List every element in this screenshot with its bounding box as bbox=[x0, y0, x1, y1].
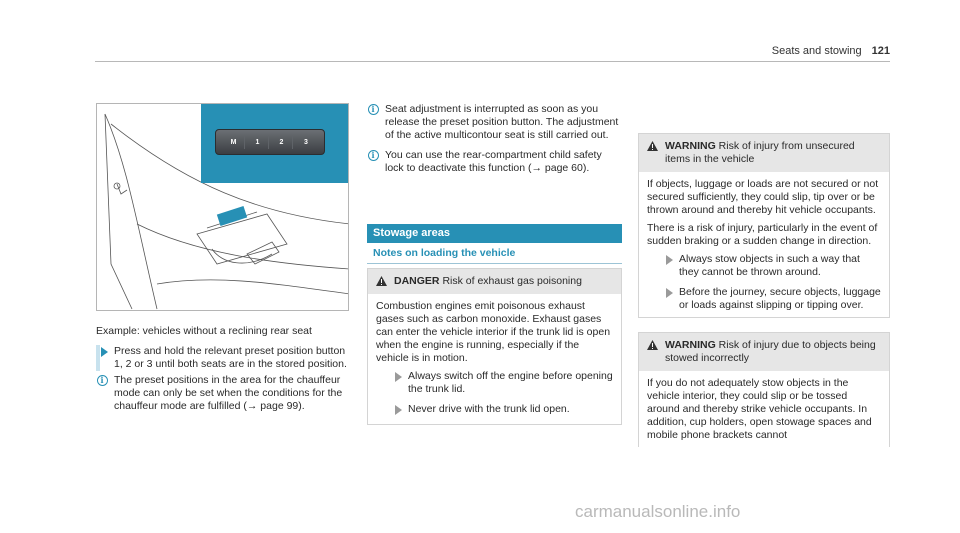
warning-triangle-icon bbox=[647, 340, 658, 350]
info-icon: i bbox=[367, 149, 379, 162]
warning-triangle-icon bbox=[376, 276, 387, 286]
page-header bbox=[772, 45, 890, 59]
keypad-inset bbox=[201, 103, 349, 183]
play-arrow-icon bbox=[663, 253, 675, 266]
warning-header bbox=[639, 333, 889, 371]
warning-body: If you do not adequately stow objects in the vehicle interior, they could slip or be tossed around and thereby strike vehicle occupants. In addition, cup holders, open stowage spaces and mobile phone brackets cannot bbox=[647, 377, 872, 441]
warning-box-incorrect-stowing bbox=[638, 332, 890, 447]
danger-box bbox=[367, 268, 622, 425]
note-text: The preset positions in the area for the chauffeur mode can only be set when the conditions for the chauffeur mode are fulfilled (→ page 99). bbox=[114, 374, 343, 412]
warning-title: Risk of injury due to objects being stowed incorrectly bbox=[665, 339, 876, 364]
play-arrow-icon bbox=[98, 345, 110, 358]
note-text: You can use the rear-compartment child safety lock to deactivate this function (→ page 60). bbox=[385, 149, 602, 174]
header-divider bbox=[95, 61, 890, 62]
memory-button-bar bbox=[215, 129, 325, 155]
step-text: Never drive with the trunk lid open. bbox=[408, 403, 570, 415]
memory-button-3: 3 bbox=[304, 138, 308, 146]
play-arrow-icon bbox=[392, 403, 404, 416]
warning-title: Risk of injury from unsecured items in the vehicle bbox=[665, 140, 855, 165]
warning-header bbox=[639, 134, 889, 172]
figure-caption: Example: vehicles without a reclining rear seat bbox=[96, 325, 312, 337]
step-text: Before the journey, secure objects, luggage or loads against slipping or tipping over. bbox=[679, 286, 881, 311]
info-note bbox=[96, 374, 356, 413]
danger-step bbox=[390, 370, 613, 396]
warning-paragraph: If objects, luggage or loads are not secured or not secured sufficiently, they could slip, tip over or be thrown around and thereby hit vehicle occupants. bbox=[647, 178, 879, 216]
warning-label: WARNING bbox=[665, 140, 716, 152]
warning-paragraph: There is a risk of injury, particularly in the event of sudden braking or a sudden change in direction. bbox=[647, 222, 878, 247]
warning-step bbox=[661, 286, 881, 312]
danger-body: Combustion engines emit poisonous exhaust gases such as carbon monoxide. Exhaust gases can enter the vehicle interior if the trunk lid is open when the engine is running, especially if the vehicle is in motion. bbox=[376, 300, 611, 364]
memory-button-2: 2 bbox=[271, 136, 293, 149]
step-text: Always stow objects in such a way that they cannot be thrown around. bbox=[679, 253, 860, 278]
subsection-heading-loading: Notes on loading the vehicle bbox=[367, 244, 622, 264]
memory-button-1: 1 bbox=[247, 136, 269, 149]
warning-triangle-icon bbox=[647, 141, 658, 151]
danger-step bbox=[390, 403, 613, 416]
info-icon: i bbox=[367, 103, 379, 116]
page-number: 121 bbox=[871, 45, 890, 57]
memory-button-m: M bbox=[223, 136, 245, 149]
info-note bbox=[367, 103, 622, 142]
door-panel-illustration bbox=[96, 103, 349, 311]
info-note bbox=[367, 149, 622, 175]
section-title: Seats and stowing bbox=[771, 45, 862, 57]
warning-step bbox=[661, 253, 881, 279]
info-icon: i bbox=[96, 374, 108, 387]
danger-header bbox=[368, 269, 621, 294]
watermark: carmanualsonline.info bbox=[575, 502, 741, 521]
column-2-notes bbox=[367, 103, 622, 182]
section-heading-stowage: Stowage areas bbox=[367, 224, 622, 243]
step-text: Always switch off the engine before opening the trunk lid. bbox=[408, 370, 613, 395]
play-arrow-icon bbox=[392, 370, 404, 383]
play-arrow-icon bbox=[663, 286, 675, 299]
instruction-step bbox=[96, 345, 356, 371]
warning-box-unsecured-items bbox=[638, 133, 890, 318]
note-text: Seat adjustment is interrupted as soon as you release the preset position button. The adjustment of the active multicontour seat is still carried out. bbox=[385, 103, 619, 141]
danger-label: DANGER bbox=[394, 275, 440, 287]
danger-title: Risk of exhaust gas poisoning bbox=[442, 275, 582, 287]
step-text: Press and hold the relevant preset position button 1, 2 or 3 until both seats are in the stored position. bbox=[114, 345, 347, 370]
column-1-instructions bbox=[96, 345, 356, 416]
warning-label: WARNING bbox=[665, 339, 716, 351]
